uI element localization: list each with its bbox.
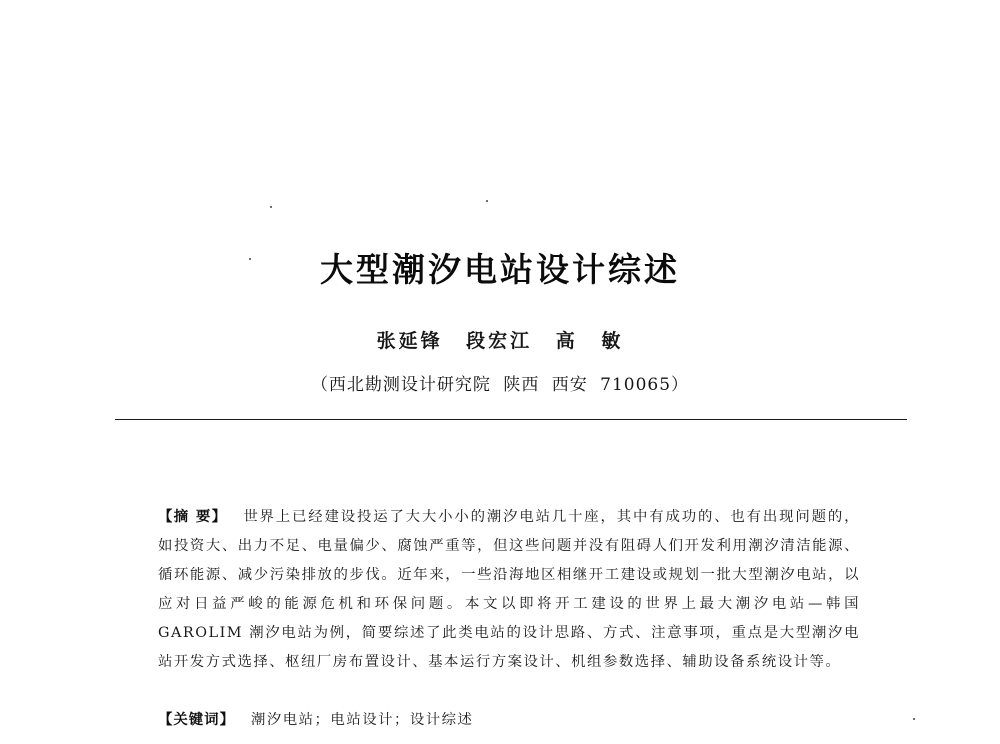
- abstract-text: 世界上已经建设投运了大大小小的潮汐电站几十座，其中有成功的、也有出现问题的，如投资大、出力不足、电量偏少、腐蚀严重等，但这些问题并没有阻碍人们开发利用潮汐清洁能源、循环能源、减少污染排放的步伐。近年来，一些沿海地区相继开工建设或规划一批大型潮汐电站，以应对日益严峻的能源危机和环保问题。本文以即将开工建设的世界上最大潮汐电站—韩国 GAROLIM 潮汐电站为例，简要综述了此类电站的设计思路、方式、注意事项，重点是大型潮汐电站开发方式选择、枢纽厂房布置设计、基本运行方案设计、机组参数选择、辅助设备系统设计等。: [158, 509, 860, 670]
- abstract-block: [158, 503, 860, 677]
- abstract-label: 【摘 要】: [158, 509, 228, 525]
- paper-affiliation: （西北勘测设计研究院 陕西 西安 710065）: [310, 375, 690, 395]
- keywords-label: 【关键词】: [158, 712, 235, 728]
- scan-speck: [270, 206, 272, 208]
- header-divider: [115, 419, 907, 420]
- scan-speck: [913, 718, 915, 720]
- keywords-text: 潮汐电站；电站设计；设计综述: [250, 712, 474, 728]
- scan-speck: [486, 200, 488, 202]
- keywords-block: [158, 708, 860, 729]
- paper-authors: 张延锋 段宏江 高 敏: [376, 330, 624, 352]
- paper-title: 大型潮汐电站设计综述: [320, 250, 680, 289]
